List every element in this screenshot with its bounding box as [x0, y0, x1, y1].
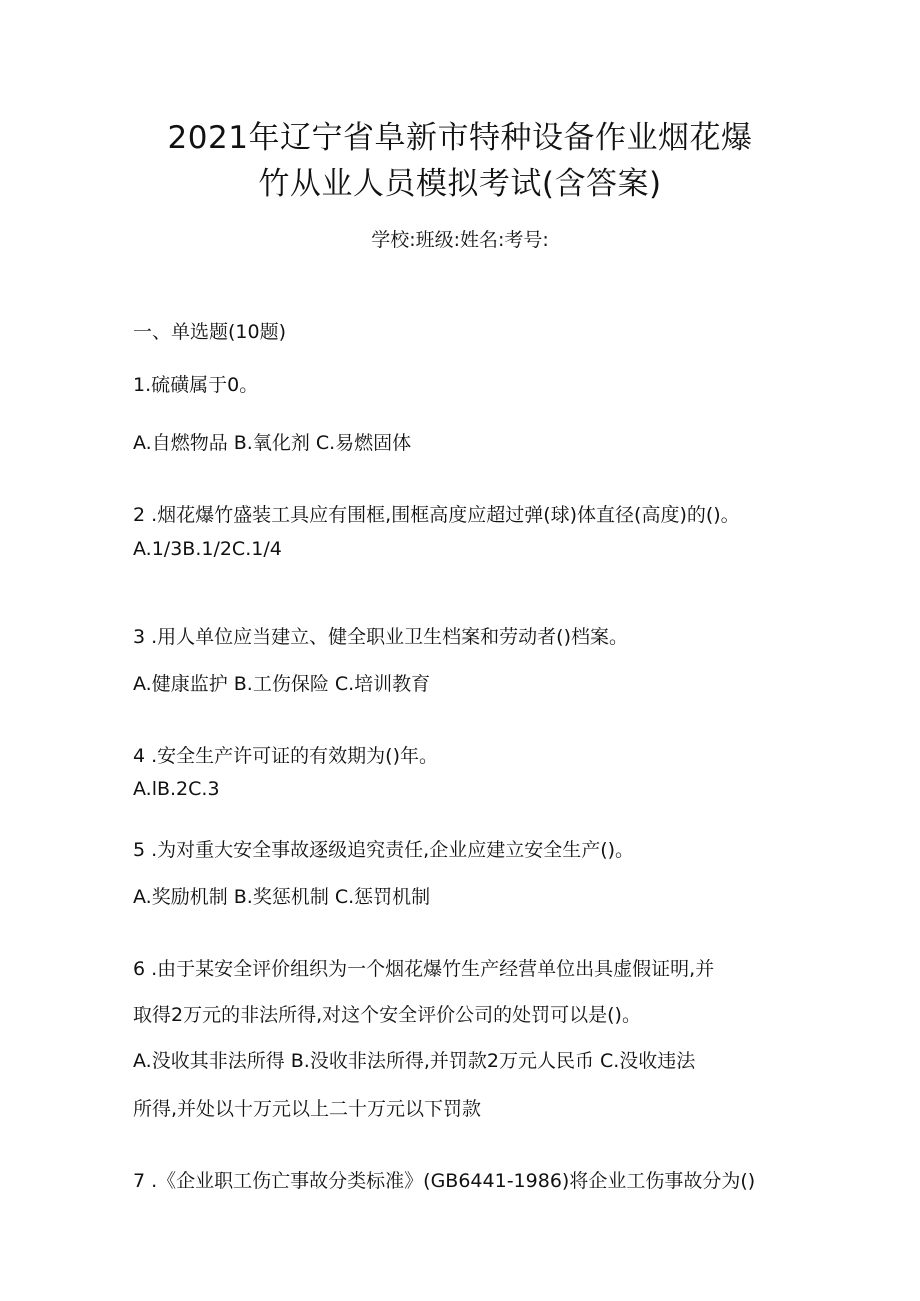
exam-title-line-2: 竹从业人员模拟考试(含答案): [258, 166, 662, 202]
section-heading: 一、单选题(10题): [133, 321, 287, 343]
question-6-options-line-2: 所得,并处以十万元以上二十万元以下罚款: [133, 1098, 482, 1120]
question-4-options: A.lB.2C.3: [133, 778, 220, 800]
question-1-stem: 1.硫磺属于0。: [133, 374, 259, 396]
question-6-stem-line-2: 取得2万元的非法所得,对这个安全评价公司的处罚可以是()。: [133, 1004, 641, 1026]
exam-title-line-1: 2021年辽宁省阜新市特种设备作业烟花爆: [167, 120, 753, 156]
question-5-options: A.奖励机制 B.奖惩机制 C.惩罚机制: [133, 886, 431, 908]
question-3-stem: 3 .用人单位应当建立、健全职业卫生档案和劳动者()档案。: [133, 626, 628, 648]
question-3-options: A.健康监护 B.工伤保险 C.培训教育: [133, 673, 431, 695]
question-7-stem: 7 .《企业职工伤亡事故分类标准》(GB6441-1986)将企业工伤事故分为(): [133, 1170, 756, 1192]
question-5-stem: 5 .为对重大安全事故逐级追究责任,企业应建立安全生产()。: [133, 839, 635, 861]
question-2-stem: 2 .烟花爆竹盛装工具应有围框,围框高度应超过弹(球)体直径(高度)的()。: [133, 504, 740, 526]
question-6-options-line-1: A.没收其非法所得 B.没收非法所得,并罚款2万元人民币 C.没收违法: [133, 1050, 696, 1072]
question-6-stem-line-1: 6 .由于某安全评价组织为一个烟花爆竹生产经营单位出具虚假证明,并: [133, 958, 715, 980]
student-info-line: 学校:班级:姓名:考号:: [371, 229, 549, 251]
question-1-options: A.自燃物品 B.氧化剂 C.易燃固体: [133, 432, 412, 454]
question-4-stem: 4 .安全生产许可证的有效期为()年。: [133, 745, 438, 767]
question-2-options: A.1/3B.1/2C.1/4: [133, 538, 282, 560]
